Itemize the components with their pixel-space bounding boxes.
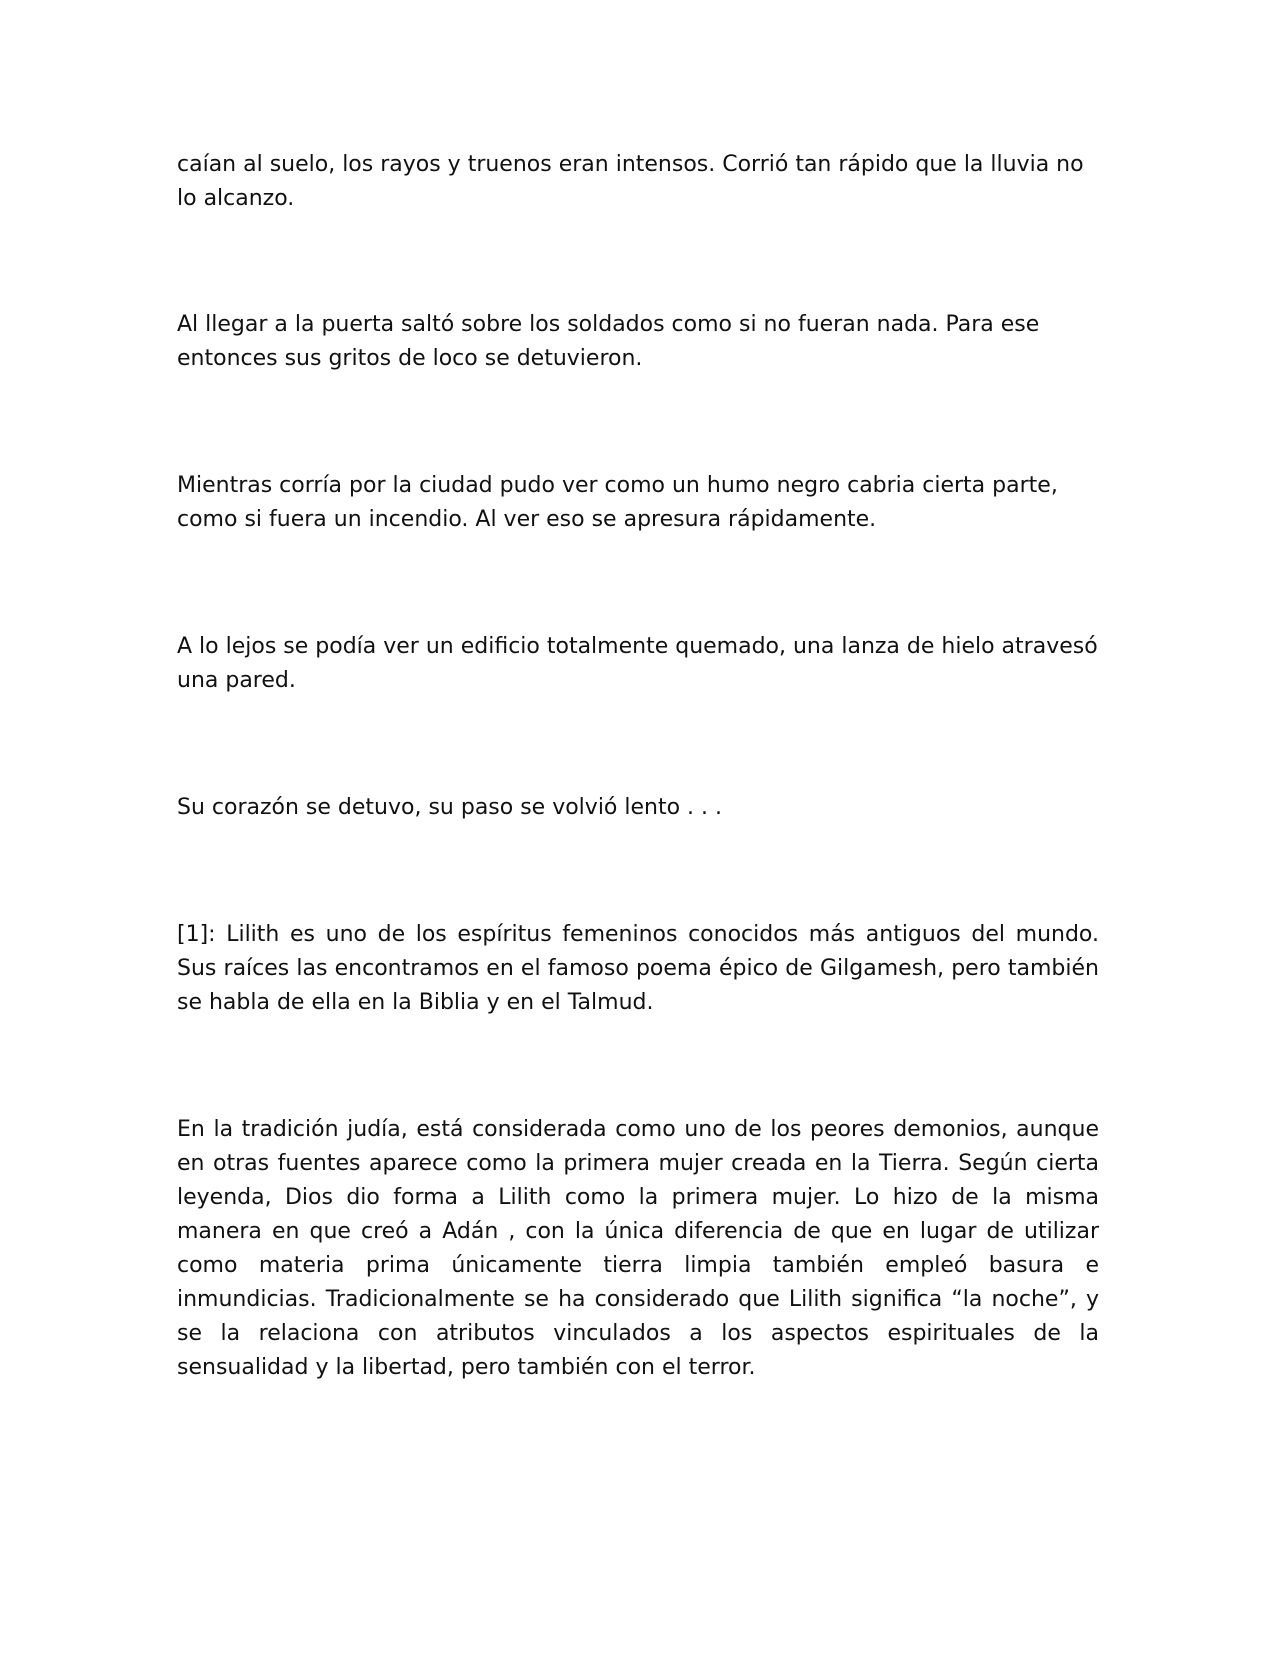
story-paragraph: Su corazón se detuvo, su paso se volvió lento . . . (177, 795, 723, 820)
story-paragraph: Al llegar a la puerta saltó sobre los soldados como si no fueran nada. Para ese entonces sus gritos de loco se detuvieron. (177, 312, 1040, 371)
story-paragraph: caían al suelo, los rayos y truenos eran intensos. Corrió tan rápido que la lluvia no lo alcanzo. (177, 152, 1084, 211)
footnote-paragraph: [1]: Lilith es uno de los espíritus femeninos conocidos más antiguos del mundo. Sus raíces las encontramos en el famoso poema épico de Gilgamesh, pero también se habla de ella en la Biblia y en el Talmud. (177, 922, 1099, 1015)
footnote-paragraph: En la tradición judía, está considerada como uno de los peores demonios, aunque en otras fuentes aparece como la primera mujer creada en la Tierra. Según cierta leyenda, Dios dio forma a Lilith como la primera mujer. Lo hizo de la misma manera en que creó a Adán , con la única diferencia de que en lugar de utilizar como materia prima únicamente tierra limpia también empleó basura e inmundicias. Tradicionalmente se ha considerado que Lilith significa “la noche”, y se la relaciona con atributos vinculados a los aspectos espirituales de la sensualidad y la libertad, pero también con el terror. (177, 1117, 1099, 1380)
story-paragraph: A lo lejos se podía ver un edificio totalmente quemado, una lanza de hielo atravesó una pared. (177, 634, 1098, 693)
story-paragraph: Mientras corría por la ciudad pudo ver como un humo negro cabria cierta parte, como si fuera un incendio. Al ver eso se apresura rápidamente. (177, 473, 1058, 532)
